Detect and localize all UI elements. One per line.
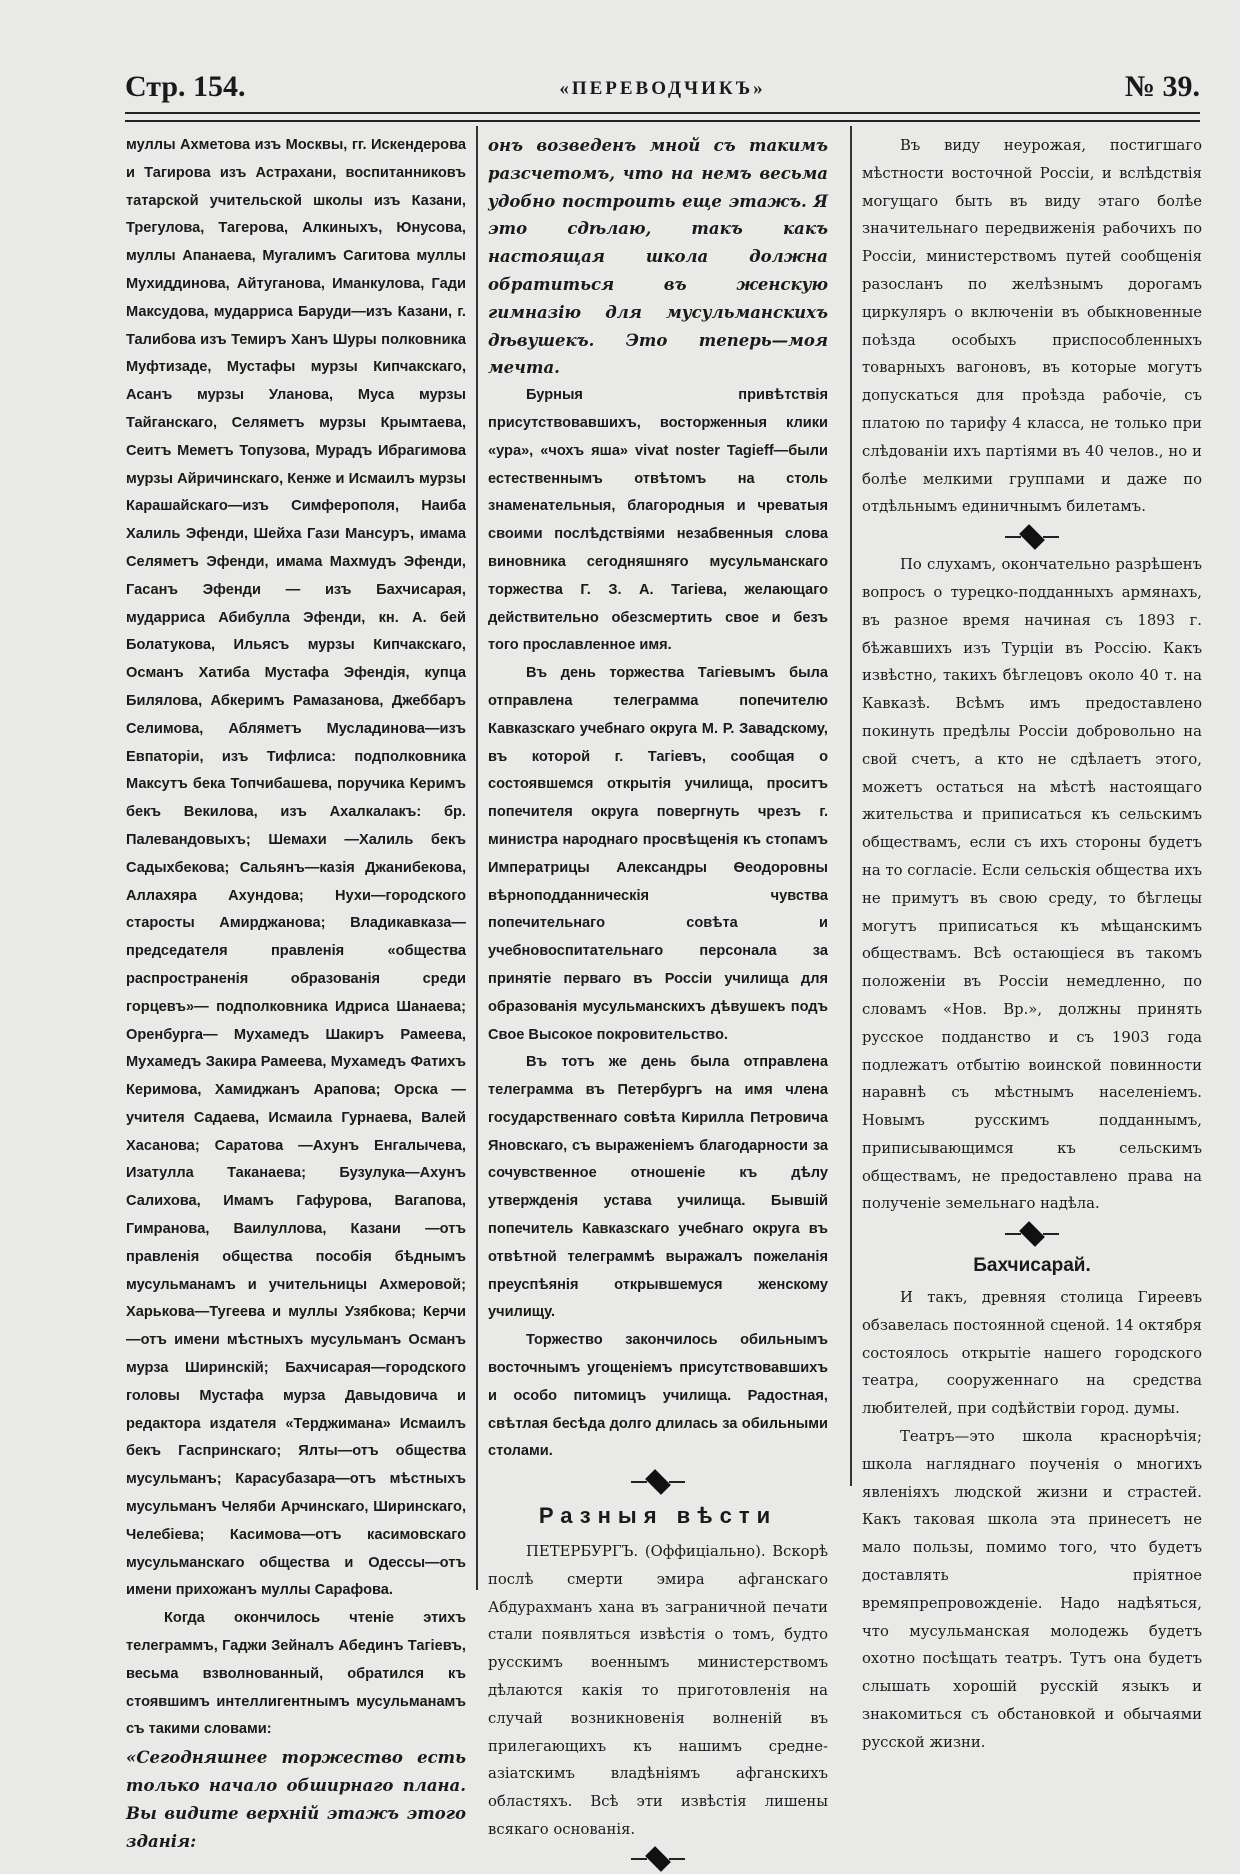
divider-dash (1043, 1233, 1059, 1235)
diamond-ornament-icon (1019, 524, 1045, 550)
middle-column (488, 132, 828, 1874)
paragraph-telegram-curator: Въ день торжества Тагіевымъ была отправлена телеграмма попечителю Кавказскаго учебнаго округа М. Р. Завадскому, въ которой г. Тагіевъ, сообщая о состоявшемся открытія училища, проситъ попечителя округа повергнуть чрезъ г. министра народнаго просвѣщенія къ стопамъ Императрицы Александры Ѳеодоровны вѣрноподданническія чувства попечительнаго совѣта и учебновоспитательнаго персонала за принятіе перваго въ Россіи училища для образованія мусульманскихъ дѣвушекъ подъ Свое Высокое покровительство. (488, 665, 828, 1043)
issue-number: № 39. (1124, 70, 1200, 103)
left-column (126, 132, 466, 1855)
paragraph-telegram-senders: муллы Ахметова изъ Москвы, гг. Искендерова и Тагирова изъ Астрахани, воспитанниковъ татарской учительской школы изъ Казани, Трегулова, Тагерова, Алкиныхъ, Юнусова, муллы Апанаева, Мугалимъ Сагитова муллы Мухиддинова, Айтуганова, Иманкулова, Гади Максудова, мударриса Баруди—изъ Казани, г. Талибова изъ Темиръ Ханъ Шуры полковника Муфтизаде, Мустафы мурзы Кипчакскаго, Асанъ мурзы Уланова, Муса мурзы Тайганскаго, Селяметъ мурзы Крымтаева, Сеитъ Меметъ Топузова, Мурадъ Ибрагимова мурзы Айричинскаго, Кенже и Исмаилъ мурзы Карашайскаго—изъ Симферополя, Наиба Халиль Эфенди, Шейха Гази Мансуръ, имама Селяметъ Эфенди, имама Махмудъ Эфенди, Гасанъ Эфенди — изъ Бахчисарая, мударриса Абибулла Эфенди, кн. А. бей Болатукова, Ильясъ мурзы Кипчакскаго, Османъ Хатиба Мустафа Эфендія, купца Билялова, Абкеримъ Рамазанова, Джеббаръ Селимова, Абляметъ Мусладинова—изъ Евпаторіи, изъ Тифлиса: подполковника Максутъ бека Топчибашева, поручика Керимъ бекъ Векилова, изъ Ахалкалакъ: бр. Палевандовыхъ; Шемахи —Халиль бекъ Садыхбекова; Сальянъ—казія Джанибекова, Аллахяра Ахундова; Нухи—городского старосты Амирджанова; Владикавказа—председателя правленія «общества распространенія образованія среди горцевъ»— подполковника Идриса Шанаева; Оренбурга— Мухамедъ Шакиръ Рамеева, Мухамедъ Закира Рамеева, Мухамедъ Фатихъ Керимова, Хамиджанъ Арапова; Орска —учителя Садаева, Исмаила Гурнаева, Валей Хасанова; Саратова —Ахунъ Енгалычева, Изатулла Таканаева; Бузулука—Ахунъ Салихова, Имамъ Гафурова, Вагапова, Гимранова, Ваилуллова, Казани —отъ правленія общества пособія бѣднымъ мусульманамъ и учительницы Ахмеровой; Харькова—Тугеева и муллы Узябкова; Керчи —отъ имени мѣстныхъ мусульманъ Османъ мурза Ширинскій; Бахчисарая—городского головы Мустафа мурза Давыдовича и редактора издателя «Терджимана» Исмаилъ бекъ Гаспринскаго; Ялты—отъ общества мусульманъ; Карасубазара—отъ мѣстныхъ мусульманъ Челяби Арчинскаго, Ширинскаго, Челебіева; Касимова—отъ касимовскаго мусульманскаго общества и Одессы—отъ имени прихожанъ муллы Сарафова. (126, 137, 466, 1599)
paragraph-tagiev-address: Когда окончилось чтеніе этихъ телеграммъ, Гаджи Зейналъ Абединъ Тагіевъ, весьма взволнованный, обратился къ стоявшимъ интеллигентнымъ мусульманамъ съ такими словами: (126, 1610, 466, 1738)
divider-dash (669, 1481, 685, 1483)
diamond-ornament-icon (645, 1846, 671, 1872)
dateline: ПЕТЕРБУРГЪ. (526, 1543, 639, 1561)
diamond-ornament-icon (1019, 1221, 1045, 1247)
paragraph-celebration-end: Торжество закончилось обильнымъ восточнымъ угощеніемъ присутствовавшихъ и особо питомицъ училища. Радостная, свѣтлая бесѣда долго длилась за обильными столами. (488, 1332, 828, 1460)
column-divider-right (850, 126, 852, 1486)
section-divider (488, 1844, 828, 1874)
paragraph-theatre-school: Театръ—это школа краснорѣчія; школа нагляднаго поученія о многихъ явленіяхъ людской жизни и страстей. Какъ таковая школа эта принесетъ не мало пользы, помимо того, что будетъ доставлять пріятное времяпрепровожденіе. Надо надѣяться, что мусульманская молодежь будетъ охотно посѣщать театръ. Тутъ она будетъ слышать хорошій русскій языкъ и знакомиться съ обстановкой и обычаями русской жизни. (862, 1428, 1202, 1751)
column-divider-left (476, 126, 478, 1590)
section-divider (488, 1466, 828, 1496)
right-column (862, 132, 1202, 1757)
page-number: Стр. 154. (125, 70, 246, 103)
section-divider (862, 521, 1202, 551)
section-title-news: Разныя вѣсти (538, 1503, 778, 1529)
diamond-ornament-icon (645, 1469, 671, 1495)
divider-dash (631, 1858, 647, 1860)
header-rule-bottom (125, 120, 1200, 122)
paragraph-workers-transport: Въ виду неурожая, постигшаго мѣстности восточной Россіи, и вслѣдствія могущаго быть въ виду этаго болѣе значительнаго передвиженія рабочихъ по Россіи, министерствомъ путей сообщенія разосланъ по желѣзнымъ дорогамъ циркуляръ о включеніи въ обыкновенные поѣзда особыхъ приспособленныхъ товарныхъ вагоновъ, въ которые могутъ допускаться для проѣзда рабочіе, съ платою по тарифу 4 класса, не только при слѣдованіи ихъ партіями въ 40 челов., но и болѣе мелкими группами и даже по отдѣльнымъ единичнымъ билетамъ. (862, 137, 1202, 516)
divider-dash (1005, 536, 1021, 538)
divider-dash (1005, 1233, 1021, 1235)
news-text: (Оффиціально). Вскорѣ послѣ смерти эмира афганскаго Абдурахманъ хана въ заграничной печати стали появляться извѣстія о томъ, будто русскимъ военнымъ министерствомъ дѣлаются какія то приготовленія на случай возникновенія волненій въ прилегающихъ къ нашимъ средне-азіатскимъ владѣніямъ афганскихъ областяхъ. Всѣ эти извѣстія лишены всякаго основанія. (488, 1543, 828, 1839)
paragraph-petersburg-news (488, 1538, 828, 1844)
paragraph-theatre-opening: И такъ, древняя столица Гиреевъ обзавелась постоянной сценой. 14 октября состоялось открытіе нашего городского театра, сооруженнаго на средства любителей, при содѣйствіи город. думы. (862, 1289, 1202, 1418)
paragraph-speech-end: онъ возведенъ мной съ такимъ разсчетомъ, что на немъ весьма удобно построить еще этажъ. Я это сдѣлаю, такъ какъ настоящая школа должна обратиться въ женскую гимназію для мусульманскихъ дѣвушекъ. Это теперь—моя мечта. (488, 136, 828, 378)
newspaper-title: «ПЕРЕВОДЧИКЪ» (559, 78, 766, 99)
paragraph-applause: Бурныя привѣтствія присутствовавшихъ, восторженныя клики «ура», «чохъ яша» vivat noster Tagieff—были естественнымъ отвѣтомъ на столь знаменательныя, благородныя и чреватыя своими послѣдствіями незабвенныя слова виновника сегодняшняго мусульманскаго торжества Г. З. А. Тагіева, желающаго действительно обезсмертить свое и безъ того прославленное имя. (488, 387, 828, 654)
page-header (125, 70, 1200, 106)
section-divider (862, 1218, 1202, 1248)
divider-dash (669, 1858, 685, 1860)
paragraph-armenian-refugees: По слухамъ, окончательно разрѣшенъ вопросъ о турецко-подданныхъ армянахъ, въ разное время начиная съ 1893 г. бѣжавшихъ изъ Турціи въ Россію. Какъ извѣстно, такихъ бѣглецовъ около 40 т. на Кавказѣ. Всѣмъ имъ предоставлено покинуть предѣлы Россіи добровольно на свой счетъ, а кто не сдѣлаетъ этого, можетъ остаться на мѣстѣ настоящаго жительства и приписаться къ сельскимъ обществамъ, если съ ихъ стороны будетъ на то согласіе. Если сельскія общества ихъ не примутъ въ свою среду, то бѣглецы могутъ приписаться къ мѣщанскимъ обществамъ. Всѣ остающіеся въ такомъ положеніи въ Россіи немедленно, по словамъ «Нов. Вр.», должны принять русское подданство и съ 1903 года подлежатъ отбытію воинской повинности наравнѣ съ мѣстнымъ населеніемъ. Новымъ русскимъ подданнымъ, приписывающимся къ сельскимъ обществамъ, не предоставлено права на полученіе земельнаго надѣла. (862, 556, 1202, 1213)
divider-dash (631, 1481, 647, 1483)
paragraph-telegram-petersburg: Въ тотъ же день была отправлена телеграмма въ Петербургъ на имя члена государственнаго совѣта Кирилла Петровича Яновскаго, съ выраженіемъ благодарности за сочувственное отношеніе къ дѣлу утвержденія устава училища. Бывшій попечитель Кавказскаго учебнаго округа въ отвѣтной телеграммѣ выражалъ пожеланія преуспѣянія открывшемуся женскому училищу. (488, 1054, 828, 1321)
paragraph-speech-start: «Сегодняшнее торжество есть только начало обширнаго плана. Вы видите верхній этажъ этого зданія: (126, 1748, 466, 1851)
divider-dash (1043, 536, 1059, 538)
header-rule-top (125, 112, 1200, 114)
subheading-bakhchisaray: Бахчисарай. (973, 1255, 1091, 1277)
